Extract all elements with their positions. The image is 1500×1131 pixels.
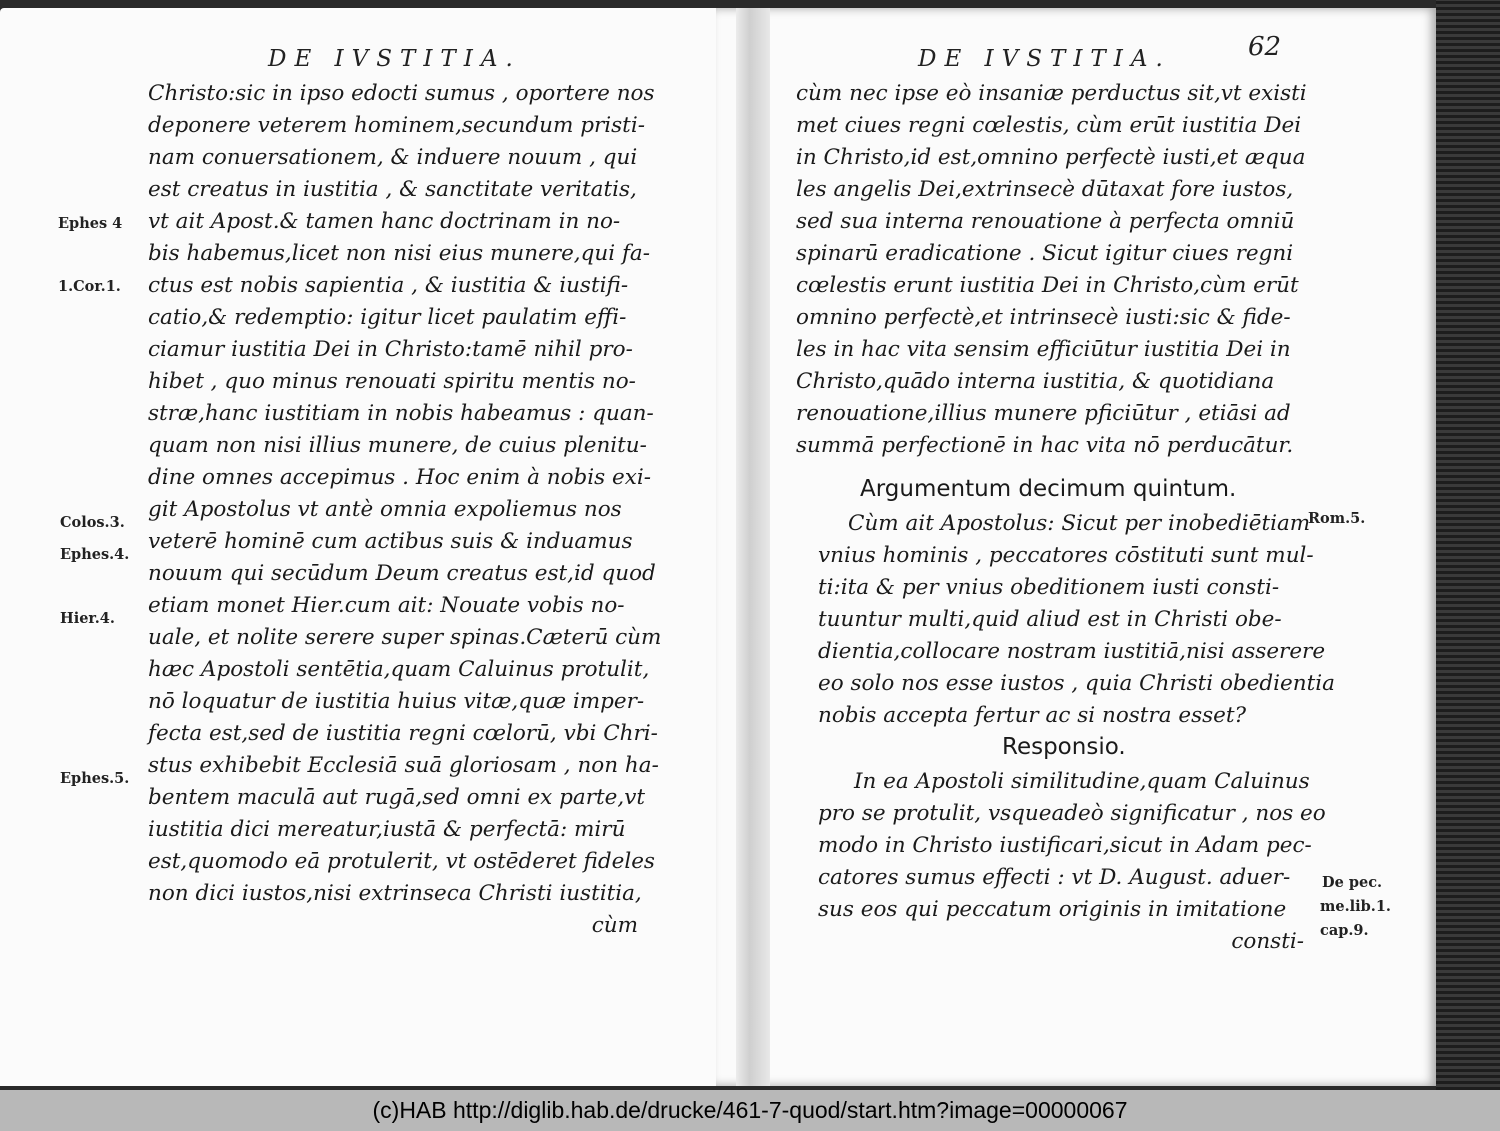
text-line: les in hac vita sensim efficiūtur iustitia Dei in: [796, 337, 1291, 362]
text-line: Christo,quādo interna iustitia, & quotidiana: [796, 369, 1275, 394]
text-line: catio,& redemptio: igitur licet paulatim effi-: [148, 305, 627, 330]
text-line: vt ait Apost.& tamen hanc doctrinam in no-: [148, 209, 621, 234]
right-running-header: DE IVSTITIA.: [918, 46, 1171, 72]
text-line: les angelis Dei,extrinsecè dūtaxat fore iustos,: [796, 177, 1294, 202]
text-line: etiam monet Hier.cum ait: Nouate vobis no-: [148, 593, 625, 618]
catchword: consti-: [1231, 929, 1304, 954]
margin-note: Ephes.5.: [60, 770, 130, 787]
text-line: stræ,hanc iustitiam in nobis habeamus : quan-: [148, 401, 654, 426]
text-line: dientia,collocare nostram iustitiā,nisi asserere: [818, 639, 1326, 664]
text-line: tuuntur multi,quid aliud est in Christi obe-: [818, 607, 1282, 632]
text-line: est,quomodo eā protulerit, vt ostēderet fideles: [148, 849, 655, 874]
text-line: nouum qui secūdum Deum creatus est,id quod: [148, 561, 656, 586]
margin-note: me.lib.1.: [1320, 898, 1391, 915]
text-line: In ea Apostoli similitudine,quam Caluinus: [854, 769, 1310, 794]
text-line: Cùm ait Apostolus: Sicut per inobediētiam: [848, 511, 1311, 536]
margin-note: Colos.3.: [60, 514, 125, 531]
text-line: nobis accepta fertur ac si nostra esset?: [818, 703, 1247, 728]
margin-note: De pec.: [1322, 874, 1383, 891]
text-line: met ciues regni cœlestis, cùm erūt iustitia Dei: [796, 113, 1302, 138]
text-line: Christo:sic in ipso edocti sumus , oportere nos: [148, 81, 655, 106]
text-line: in Christo,id est,omnino perfectè iusti,et æqua: [796, 145, 1306, 170]
text-line: ti:ita & per vnius obeditionem iusti consti-: [818, 575, 1280, 600]
margin-note: Rom.5.: [1308, 510, 1366, 527]
margin-note: cap.9.: [1320, 922, 1369, 939]
text-line: vnius hominis , peccatores cōstituti sunt mul-: [818, 543, 1314, 568]
page-number: 62: [1248, 32, 1282, 62]
text-line: cùm nec ipse eò insaniæ perductus sit,vt existi: [796, 81, 1307, 106]
copyright-footer: (c)HAB http://diglib.hab.de/drucke/461-7-quod/start.htm?image=00000067: [0, 1090, 1500, 1131]
left-page-text: [148, 78, 662, 942]
text-line: deponere veterem hominem,secundum pristi-: [148, 113, 645, 138]
text-line: hibet , quo minus renouati spiritu mentis no-: [148, 369, 636, 394]
text-line: stus exhibebit Ecclesiā suā gloriosam , non ha-: [148, 753, 659, 778]
text-line: renouatione,illius munere pficiūtur , etiāsi ad: [796, 401, 1291, 426]
text-line: ctus est nobis sapientia , & iustitia & iustifi-: [148, 273, 629, 298]
margin-note: Ephes 4: [58, 215, 123, 232]
response-text: [818, 766, 1326, 958]
text-line: nō loquatur de iustitia huius vitæ,quæ imper-: [148, 689, 645, 714]
text-line: non dici iustos,nisi extrinseca Christi iustitia,: [148, 881, 642, 906]
text-line: modo in Christo iustificari,sicut in Adam pec-: [818, 833, 1312, 858]
text-line: est creatus in iustitia , & sanctitate veritatis,: [148, 177, 637, 202]
text-line: catores sumus effecti : vt D. August. aduer-: [818, 865, 1291, 890]
text-line: iustitia dici mereatur,iustā & perfectā: mirū: [148, 817, 626, 842]
margin-note: Ephes.4.: [60, 546, 130, 563]
text-line: omnino perfectè,et intrinsecè iusti:sic & fide-: [796, 305, 1291, 330]
text-line: sed sua interna renouatione à perfecta omniū: [796, 209, 1295, 234]
text-line: ciamur iustitia Dei in Christo:tamē nihil pro-: [148, 337, 633, 362]
text-line: nam conuersationem, & induere nouum , qui: [148, 145, 638, 170]
right-page-text: [796, 78, 1307, 462]
margin-note: Hier.4.: [60, 610, 115, 627]
text-line: dine omnes accepimus . Hoc enim à nobis exi-: [148, 465, 652, 490]
text-line: hæc Apostoli sentētia,quam Caluinus protulit,: [148, 657, 650, 682]
text-line: summā perfectionē in hac vita nō perducātur.: [796, 433, 1294, 458]
text-line: git Apostolus vt antè omnia expoliemus nos: [148, 497, 622, 522]
text-line: veterē hominē cum actibus suis & induamus: [148, 529, 633, 554]
book-gutter: [736, 8, 770, 1086]
text-line: spinarū eradicatione . Sicut igitur ciues regni: [796, 241, 1294, 266]
text-line: bentem maculā aut rugā,sed omni ex parte,vt: [148, 785, 645, 810]
text-line: uale, et nolite serere super spinas.Cæterū cùm: [148, 625, 662, 650]
argument-text: [818, 508, 1335, 732]
text-line: fecta est,sed de iustitia regni cœlorū, vbi Chri-: [148, 721, 658, 746]
catchword: cùm: [591, 913, 638, 938]
text-line: eo solo nos esse iustos , quia Christi obedientia: [818, 671, 1335, 696]
left-running-header: DE IVSTITIA.: [268, 46, 521, 72]
section-heading: Argumentum decimum quintum.: [860, 476, 1237, 502]
text-line: bis habemus,licet non nisi eius munere,qui fa-: [148, 241, 651, 266]
page-edges: [1436, 0, 1500, 1090]
text-line: quam non nisi illius munere, de cuius plenitu-: [148, 433, 647, 458]
text-line: pro se protulit, vsqueadeò significatur , nos eo: [818, 801, 1326, 826]
response-heading: Responsio.: [1002, 734, 1126, 760]
text-line: cœlestis erunt iustitia Dei in Christo,cùm erūt: [796, 273, 1299, 298]
margin-note: 1.Cor.1.: [58, 278, 121, 295]
text-line: sus eos qui peccatum originis in imitatione: [818, 897, 1287, 922]
